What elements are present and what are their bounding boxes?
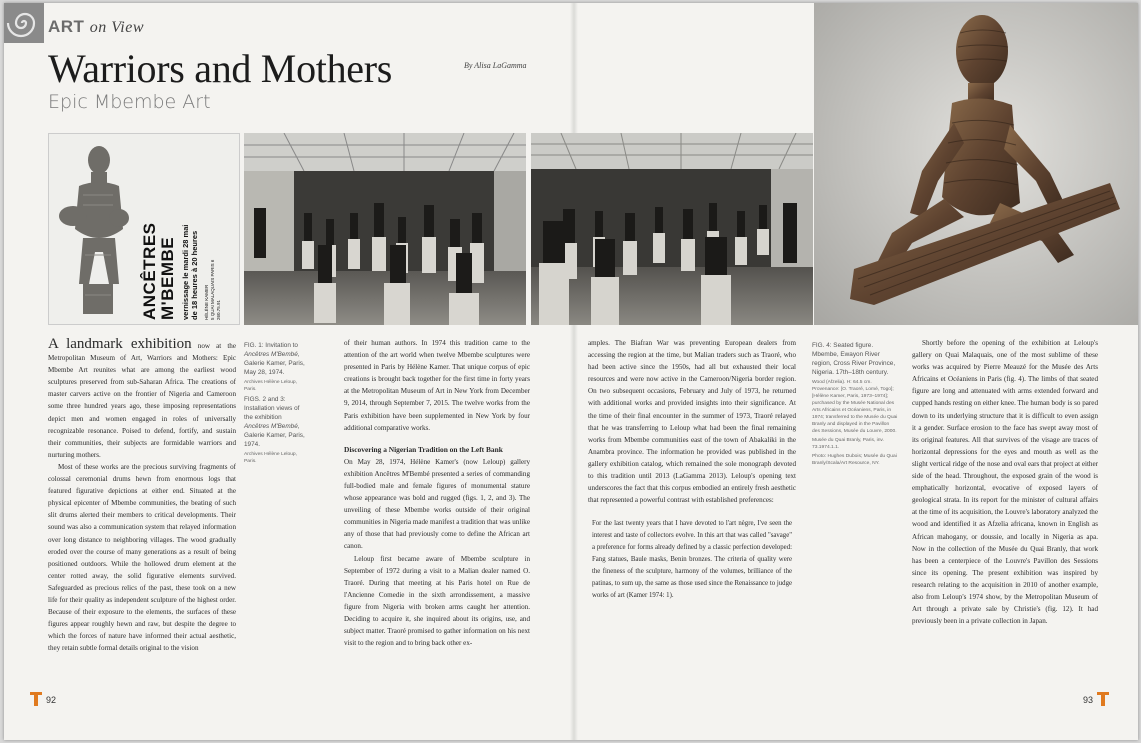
magazine-spread (4, 3, 1138, 740)
paragraph: On May 28, 1974, Hélène Kamer's (now Leloup) gallery exhibition Ancêtres M'Bembé presented a series of commanding full-bodied male and female figures of monumental stature whose appearance was bold and rugged (figs. 1, 2, and 3). The unveiling of these Mbembe works outside of their original communities in Nigeria made manifest a tradition that was unlike any of those that had previously come to define the African art canon. (344, 457, 530, 551)
paragraph: amples. The Biafran War was preventing European dealers from accessing the region at the time, but Malian traders such as Traoré, who had been active since the 1950s, had all but exhausted their local resources and were now active in the Cameroon/Nigeria border region. On two subsequent occasions, February and July of 1973, he returned with additional works and provided insights into their significance. At the time of their final encounter in the summer of 1973, Traoré relayed that he was transferring to Leloup what had been the final remaining works from Mbembe communities east of the town of Abakaliki in the Anambra province. The information he provided was published in the gallery exhibition catalog, which remained the sole monograph devoted to this tradition until 2013 (LaGamma 2013). Leloup's opening text underscores the fact that this corpus embodied an entirely fresh aesthetic that represented a powerful contrast with established preferences: (588, 339, 796, 505)
section-kicker: ART on View (48, 17, 144, 36)
article-column-1 (48, 337, 236, 677)
figures-2-3-caption: FIGS. 2 and 3: Installation views of the exhibition Ancêtres M'Bembé, Galerie Kamer, Paris, 1974. Archives Hélène Leloup, Paris. (244, 396, 305, 464)
seated-figure-photo (814, 3, 1138, 325)
byline: By Alisa LaGamma (464, 61, 527, 70)
installation-view-image-2 (531, 133, 813, 325)
paragraph: Leloup first became aware of Mbembe sculpture in September of 1972 during a visit to a Malian dealer named O. Traoré. During that meeting at his Paris hotel on Rue de l'Ancienne Comedie in the sixth arrondissement, a massive figure from Nigeria with broken arms caught her attention. Deciding to acquire it, she inquired about its origins, use, and subject matter. Traoré promised to gather information on his next visit to the region and to bring back other ex- (344, 554, 530, 648)
article-title: Warriors and Mothers (48, 46, 393, 91)
article-column-2 (344, 337, 530, 677)
invitation-poster-image (48, 133, 240, 325)
opening-paragraph: A landmark exhibition now at the Metropolitan Museum of Art, Warriors and Mothers: Epic Mbembe Art reunites what are among the earliest wood sculptures preserved from sub-Saharan Africa. The creations of master carvers active on the frontier of Nigeria and Cameroon some three hundred years ago, these imposing representations depict men and women engaged in roles of universally recognizable resonance. Poised to defend, fortify, and sustain their communities, their subjects are formidable warriors and nurturing mothers. (48, 337, 236, 459)
paragraph: Shortly before the opening of the exhibition at Leloup's gallery on Quai Malaquais, one of the most sublime of these works was acquired by Pierre Meauzé for the Musée des Arts Africains et Océaniens in Paris (fig. 4). The limbs of that seated figure are long and attenuated with arms extended forward and cupped hands resting on either knee. The human body is so pared down to its underlying structure that it is difficult to even assign it a gender. Surface erosion to the face has swept away most of its original features. All that survives of the visage are traces of horizontal depressions for the eyes and mouth as well as the slight vertical ridge of the nose and oval ears that project at either side of the head. Throughout, the exposed grain of the wood is emphatically horizontal, evocative of exposed layers of geological strata. In its report for the minister of cultural affairs at the time of its acquisition, the Louvre's laboratory analyzed the wood and identified it as Afzelia africana, known in English as African mahogany, or doussie, and locally in Nigeria as apa. Now in the collection of the Musée du Quai Branly, that work has been a centerpiece of the Louvre's Pavillon des Sessions since its opening. The present exhibition was inspired by research relating to the acquisition in 2010 of another example, also from Leloup's 1974 show, by the Metropolitan Museum of Art through a private sale by Christie's (fig. 12). It had previously been in a private collection in Japan. (912, 339, 1098, 626)
section-heading: Discovering a Nigerian Tradition on the Left Bank (344, 444, 503, 454)
t-logo-icon-right (1097, 692, 1109, 706)
swirl-logo-icon (4, 3, 44, 43)
paragraph: of their human authors. In 1974 this tradition came to the attention of the art world when twelve Mbembe sculptures were presented in Paris by Hélène Kamer. That unique corpus of epic creations is brought back together for the first time in forty years at the Metropolitan Museum of Art in New York from December 9, 2014, through September 7, 2015. The twelve works from the Paris exhibition have been supplemented in New York by four additional comparative works. (344, 339, 530, 432)
page-gutter (570, 3, 578, 740)
page-number-left: 92 (46, 695, 57, 705)
installation-view-image-1 (244, 133, 526, 325)
poster-text: ANCÊTRES M'BEMBE vernissage le mardi 28 mai de 18 heures à 20 heures HÉLÈNE KAMER 5 QUAI MALAQUAIS PARIS 6 260.75.91 (140, 222, 221, 320)
page-number-right: 93 (1083, 695, 1094, 705)
figure-4-caption: FIG. 4: Seated figure. Mbembe, Ewayon River region, Cross River Province, Nigeria. 17th–18th century. Wood (Afzelia). H: 64.5 cm. Provenance: [O. Traoré, Lomé, Togo]; [Hélène Kamer, Paris, 1973–1974]; purchased by the Musée National des Arts Africains et Océaniens, Paris, in 1974; transferred to the Musée du Quai Branly and displayed in the Pavillon des Sessions, Musée du Louvre, 2000. Musée du Quai Branly, Paris, inv. 73.1974.1.1. Photo: Hughes Dubois; Musée du Quai Branly/Scala/Art Resource, NY. (812, 342, 898, 466)
figure-1-caption: FIG. 1: Invitation to Ancêtres M'Bembé, Galerie Kamer, Paris, May 28, 1974. Archives Hélène Leloup, Paris. (244, 342, 305, 392)
t-logo-icon-left (30, 692, 42, 706)
article-column-3 (588, 337, 796, 677)
paragraph: Most of these works are the precious surviving fragments of colossal ceremonial drums hewn from enormous logs that featured figurative depictions at either end. Situated at the physical epicenter of Mbembe communities, the beating of such slit drums alerted their members to critical developments. Their sound was also a communication system that relayed information over long distance to neighboring villages. The wood gradually eroded over the course of many generations as a result of being positioned outdoors. While the hollowed drum element at the center rotted away, the solid figurative elements survived. Safeguarded as precious relics of the past, these took on a new life for their quality as independent sculpture of the highest order. Because of their exposure to the elements, the surfaces of these figures appear roughly hewn and raw, but despite the degree to which the forces of nature have informed their actual aesthetic, they retain subtle formal details original to the vision (48, 462, 236, 653)
article-subtitle: Epic Mbembe Art (48, 91, 211, 113)
article-column-4 (912, 337, 1098, 677)
block-quote: For the last twenty years that I have devoted to l'art nègre, I've seen the interest and taste of collectors evolve. In this art that was called "savage" a preference for forms already defined by a classic perfection developed: Fang statues, Baule masks, Benin bronzes. The criteria of quality were the fineness of the sculpture, harmony of the volumes, brilliance of the patinas, to sum up, the same as those used since the Renaissance to judge works of art (Kamer 1974: 1). (592, 520, 792, 600)
